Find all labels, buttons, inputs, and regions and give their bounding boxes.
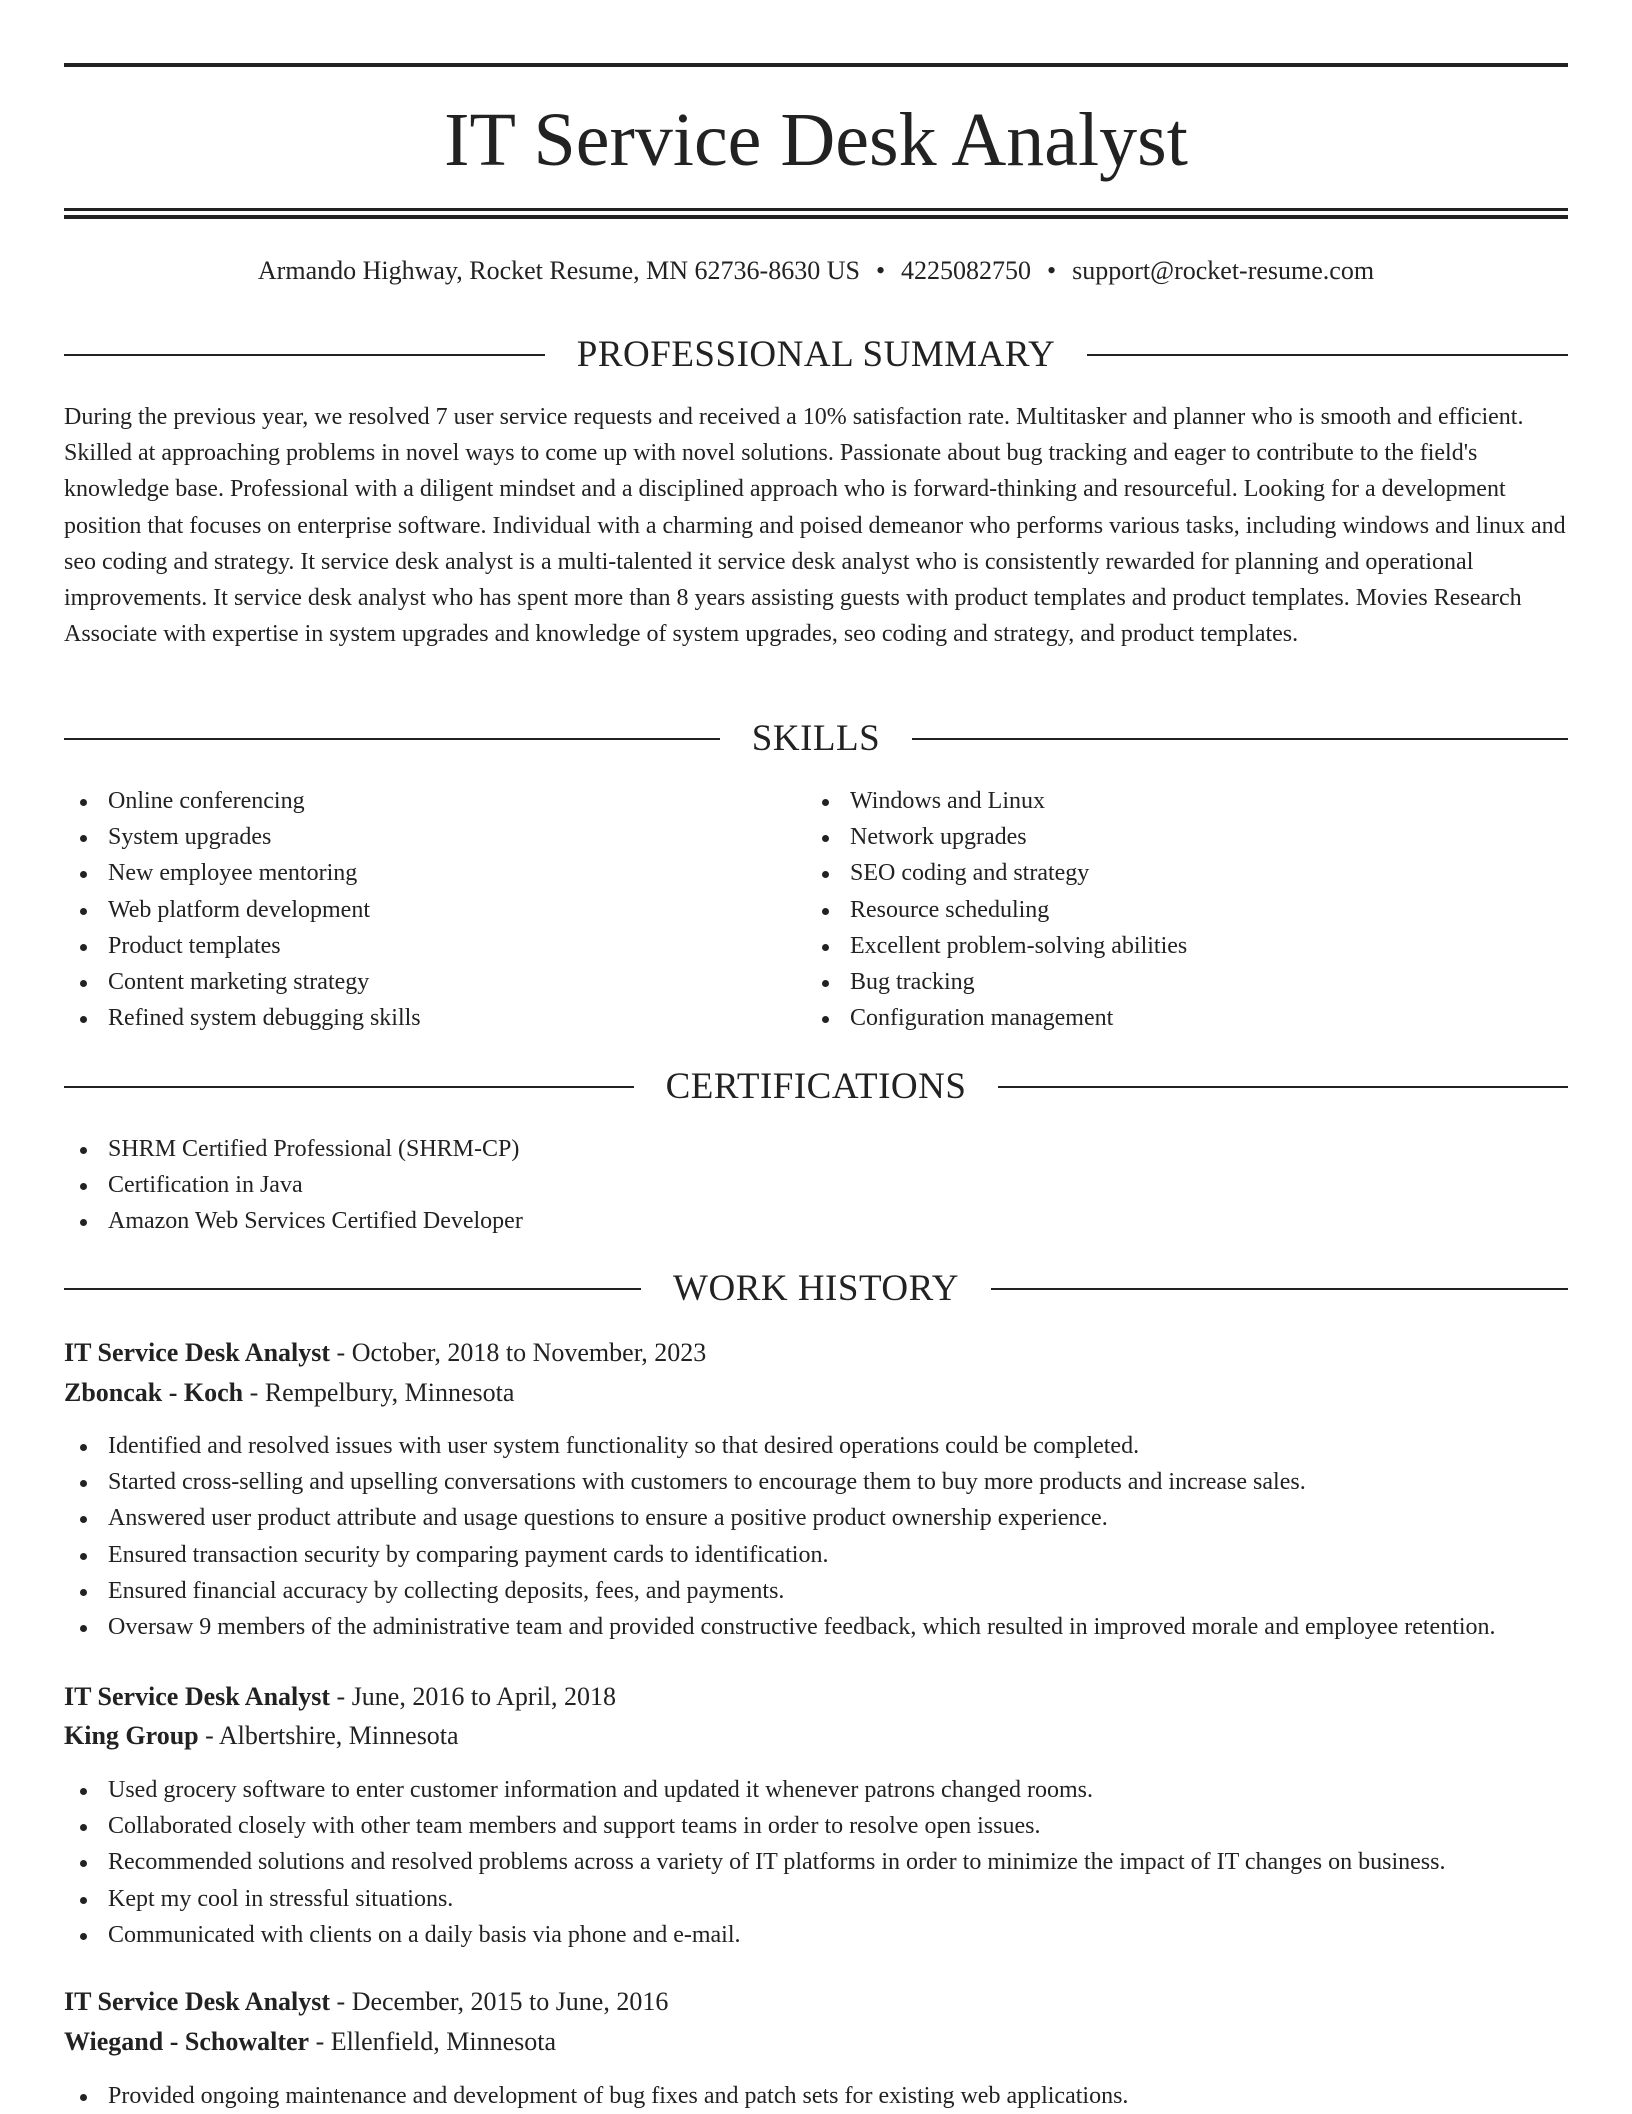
- job-company-line: [64, 1718, 1568, 1754]
- heading-rule: [64, 738, 720, 740]
- certifications-section-heading: [64, 1065, 1568, 1109]
- job-location: - Rempelbury, Minnesota: [243, 1378, 515, 1407]
- job-duty-item: Recommended solutions and resolved problems across a variety of IT platforms in order to minimize the impact of IT changes on business.: [64, 1844, 1592, 1880]
- heading-rule: [64, 1086, 634, 1088]
- job-title-line: [64, 1679, 1568, 1715]
- contact-separator: •: [1047, 256, 1057, 285]
- summary-text: During the previous year, we resolved 7 user service requests and received a 10% satisfaction rate. Multitasker and planner who is smooth and efficient. Skilled at approaching problems in novel ways to come up with novel solutions. Passionate about bug tracking and eager to contribute to the field's knowledge base. Professional with a diligent mindset and a disciplined approach who is forward-thinking and resourceful. Looking for a development position that focuses on enterprise software. Individual with a charming and poised demeanor who performs various tasks, including windows and linux and seo coding and strategy. It service desk analyst is a multi-talented it service desk analyst who is consistently rewarded for planning and operational improvements. It service desk analyst who has spent more than 8 years assisting guests with product templates and product templates. Movies Research Associate with expertise in system upgrades and knowledge of system upgrades, seo coding and strategy, and product templates.: [64, 404, 1566, 648]
- certification-item: Amazon Web Services Certified Developer: [64, 1203, 523, 1239]
- job-company: King Group: [64, 1721, 199, 1750]
- contact-email: support@rocket-resume.com: [1072, 256, 1375, 285]
- skill-item: Refined system debugging skills: [64, 1000, 421, 1036]
- job-duty-item: Ensured transaction security by comparing payment cards to identification.: [64, 1537, 1592, 1573]
- job-title: IT Service Desk Analyst: [64, 1987, 331, 2016]
- contact-phone: 4225082750: [901, 256, 1032, 285]
- title-double-rule: [64, 208, 1568, 219]
- skill-item: Windows and Linux: [806, 783, 1187, 819]
- job-company-line: [64, 1375, 1568, 1411]
- skill-item: New employee mentoring: [64, 855, 421, 891]
- job-title-line: [64, 1335, 1568, 1371]
- skill-item: SEO coding and strategy: [806, 855, 1187, 891]
- heading-rule: [1087, 354, 1568, 356]
- job-company: Wiegand - Schowalter: [64, 2027, 310, 2056]
- job-duty-item: Answered user product attribute and usage questions to ensure a positive product ownership experience.: [64, 1500, 1592, 1536]
- skill-item: Excellent problem-solving abilities: [806, 928, 1187, 964]
- heading-rule: [912, 738, 1568, 740]
- job-duty-item: Identified and resolved issues with user system functionality so that desired operations could be completed.: [64, 1428, 1592, 1464]
- heading-rule: [991, 1288, 1568, 1290]
- skill-item: Bug tracking: [806, 964, 1187, 1000]
- job-title: IT Service Desk Analyst: [64, 1682, 331, 1711]
- section-title: CERTIFICATIONS: [665, 1066, 967, 1107]
- skill-item: Network upgrades: [806, 819, 1187, 855]
- contact-separator: •: [875, 256, 886, 285]
- job-title: IT Service Desk Analyst: [64, 1338, 331, 1367]
- job-location: - Albertshire, Minnesota: [198, 1721, 459, 1750]
- skills-list-right: [806, 783, 1187, 1036]
- job-duties-list: [64, 2078, 1592, 2114]
- skill-item: Web platform development: [64, 892, 421, 928]
- job-duty-item: Kept my cool in stressful situations.: [64, 1881, 1592, 1917]
- job-location: - Ellenfield, Minnesota: [309, 2027, 557, 2056]
- certification-item: Certification in Java: [64, 1167, 523, 1203]
- job-duty-item: Communicated with clients on a daily basis via phone and e-mail.: [64, 1917, 1592, 1953]
- skills-list-left: [64, 783, 421, 1036]
- top-rule: [64, 63, 1568, 67]
- job-duty-item: Collaborated closely with other team members and support teams in order to resolve open issues.: [64, 1808, 1592, 1844]
- job-duty-item: Ensured financial accuracy by collecting deposits, fees, and payments.: [64, 1573, 1592, 1609]
- skill-item: Configuration management: [806, 1000, 1187, 1036]
- contact-line: [64, 254, 1568, 288]
- section-title: WORK HISTORY: [673, 1268, 959, 1309]
- heading-rule: [998, 1086, 1568, 1088]
- job-dates: - June, 2016 to April, 2018: [330, 1682, 617, 1711]
- skill-item: Online conferencing: [64, 783, 421, 819]
- work-history-section-heading: [64, 1267, 1568, 1311]
- job-company-line: [64, 2024, 1568, 2060]
- skill-item: Content marketing strategy: [64, 964, 421, 1000]
- job-dates: - October, 2018 to November, 2023: [330, 1338, 707, 1367]
- certifications-list: [64, 1131, 523, 1240]
- job-title-line: [64, 1984, 1568, 2020]
- job-duty-item: Provided ongoing maintenance and development of bug fixes and patch sets for existing web applications.: [64, 2078, 1592, 2114]
- skill-item: System upgrades: [64, 819, 421, 855]
- summary-section-heading: [64, 333, 1568, 377]
- contact-address: Armando Highway, Rocket Resume, MN 62736-8630 US: [257, 256, 860, 285]
- page-title: IT Service Desk Analyst: [444, 98, 1188, 182]
- section-title: PROFESSIONAL SUMMARY: [576, 334, 1056, 375]
- job-dates: - December, 2015 to June, 2016: [330, 1987, 669, 2016]
- job-duty-item: Started cross-selling and upselling conversations with customers to encourage them to buy more products and increase sales.: [64, 1464, 1592, 1500]
- heading-rule: [64, 1288, 641, 1290]
- skill-item: Resource scheduling: [806, 892, 1187, 928]
- job-duty-item: Oversaw 9 members of the administrative team and provided constructive feedback, which resulted in improved morale and employee retention.: [64, 1609, 1592, 1645]
- heading-rule: [64, 354, 545, 356]
- skill-item: Product templates: [64, 928, 421, 964]
- certification-item: SHRM Certified Professional (SHRM-CP): [64, 1131, 523, 1167]
- job-duty-item: Used grocery software to enter customer information and updated it whenever patrons changed rooms.: [64, 1772, 1592, 1808]
- job-duties-list: [64, 1772, 1592, 1953]
- skills-section-heading: [64, 717, 1568, 761]
- job-duties-list: [64, 1428, 1592, 1645]
- section-title: SKILLS: [751, 718, 881, 759]
- job-company: Zboncak - Koch: [64, 1378, 244, 1407]
